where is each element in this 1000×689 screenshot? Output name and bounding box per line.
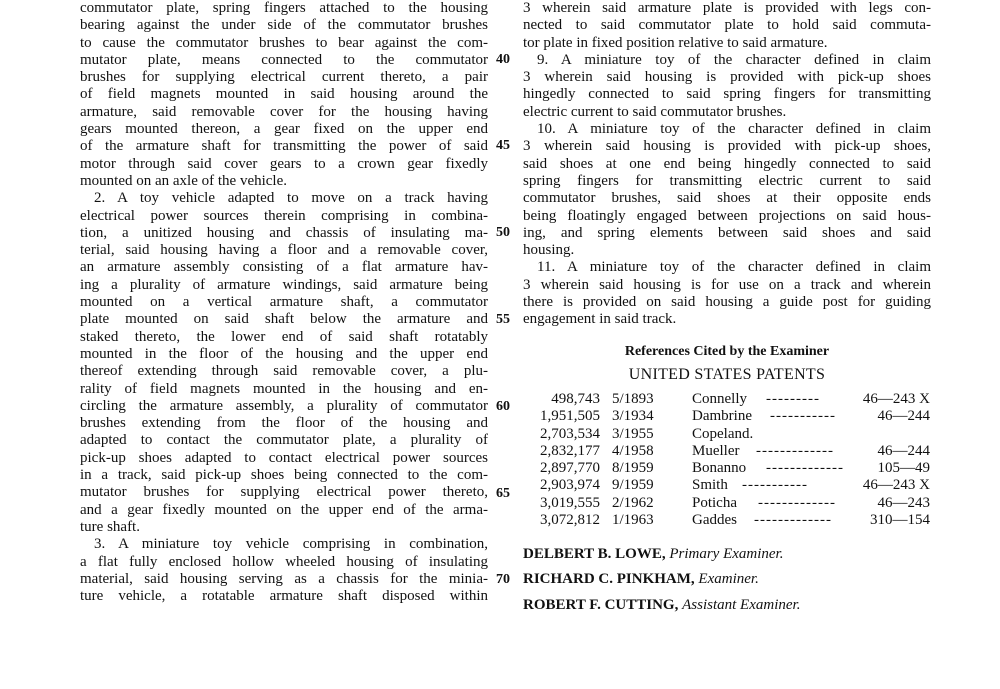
patent-name: Smith [692, 477, 728, 494]
text-line: mutator brushes for supplying electrical power thereto, [80, 484, 488, 501]
line-number: 55 [496, 312, 510, 327]
text-line: hingedly connected to said spring fingers for transmitting [523, 86, 931, 103]
text-line: ing a plurality of armature windings, said armature being [80, 276, 488, 293]
text-line: thereof extending through said removable cover, a plu- [80, 363, 488, 380]
text-line: ture vehicle, a rotatable armature shaft disposed within [80, 588, 488, 605]
patent-date: 4/1958 [612, 442, 654, 459]
text-line: engagement in said track. [523, 311, 677, 328]
text-line: 3 wherein said housing is for use on a track and wherein [523, 276, 931, 293]
text-line: 3 wherein said housing is provided with pick-up shoes, [523, 138, 931, 155]
text-line: adapted to contact the commutator plate, a plurality of [80, 432, 488, 449]
references-subheading: UNITED STATES PATENTS [628, 366, 826, 383]
leader-dots: ----------- [742, 477, 808, 494]
text-line: 2. A toy vehicle adapted to move on a track having [94, 190, 488, 207]
patent-name: Dambrine [692, 408, 752, 425]
patent-class: 46—243 X [862, 477, 930, 494]
text-line: staked thereto, the lower end of said shaft rotatably [80, 328, 488, 345]
patent-class: 46—244 [877, 442, 930, 459]
text-line: motor through said cover gears to a crown gear fixedly [80, 155, 488, 172]
line-number: 60 [496, 399, 510, 414]
text-line: pick-up shoes adapted to contact electrical power sources [80, 449, 488, 466]
patent-class: 105—49 [877, 460, 930, 477]
text-line: bearing against the under side of the commutator brushes [80, 17, 488, 34]
line-number: 45 [496, 138, 510, 153]
patent-class: 310—154 [870, 512, 930, 529]
patent-date: 8/1959 [612, 460, 654, 477]
text-line: mounted on an axle of the vehicle. [80, 172, 288, 189]
patent-name: Copeland. [692, 425, 754, 442]
text-line: 10. A miniature toy of the character defined in claim [537, 121, 931, 138]
right-column [523, 0, 931, 329]
assistant-examiner [523, 597, 800, 614]
patent-date: 9/1959 [612, 477, 654, 494]
patent-date: 2/1962 [612, 494, 654, 511]
line-number: 70 [496, 572, 510, 587]
text-line: circling the armature assembly, a plurality of commutator [80, 397, 488, 414]
patent-number: 3,072,812 [540, 512, 600, 529]
text-line: nected to said commutator plate to hold said commuta- [523, 17, 931, 34]
text-line: 3 wherein said armature plate is provided with legs con- [523, 0, 931, 16]
text-line: 11. A miniature toy of the character defined in claim [537, 259, 931, 276]
patent-class: 46—244 [877, 408, 930, 425]
text-line: commutator brushes, said shoes at their opposite ends [523, 190, 931, 207]
examiner-role: Assistant Examiner. [682, 597, 801, 613]
text-line: mounted in the floor of the housing and the upper end [80, 345, 488, 362]
patent-name: Gaddes [692, 512, 737, 529]
examiner-name: ROBERT F. CUTTING, [523, 597, 679, 613]
text-line: ing, and spring elements between said shoes and said [523, 224, 931, 241]
text-line: an armature assembly consisting of a flat armature hav- [80, 259, 488, 276]
text-line: tion, a unitized housing and chassis of insulating ma- [80, 224, 488, 241]
text-line: ture shaft. [80, 518, 140, 535]
patent-date: 1/1963 [612, 512, 654, 529]
text-line: and a gear fixedly mounted on the upper end of the arma- [80, 501, 488, 518]
patent-date: 3/1955 [612, 425, 654, 442]
text-line: 9. A miniature toy of the character defined in claim [537, 51, 931, 68]
text-line: armature, said removable cover for the housing having [80, 103, 488, 120]
primary-examiner [523, 546, 783, 563]
text-line: terial, said housing having a floor and a removable cover, [80, 242, 488, 259]
leader-dots: ------------- [754, 512, 832, 529]
text-line: plate mounted on said shaft below the armature and [80, 311, 488, 328]
examiner-name: DELBERT B. LOWE, [523, 546, 666, 562]
leader-dots: ----------- [770, 408, 836, 425]
text-line: there is provided on said housing a guide post for guiding [523, 294, 931, 311]
text-line: said shoes at one end being hingedly connected to said [523, 155, 931, 172]
text-line: brushes for supplying electrical current thereto, a pair [80, 69, 488, 86]
patent-class: 46—243 [877, 494, 930, 511]
examiner-role: Primary Examiner. [669, 546, 784, 562]
patent-name: Bonanno [692, 460, 747, 477]
leader-dots: ------------- [758, 494, 836, 511]
patent-number: 3,019,555 [540, 494, 600, 511]
patent-name: Connelly [692, 391, 747, 407]
left-column [80, 0, 488, 605]
text-line: electrical power sources therein comprising in combina- [80, 207, 488, 224]
leader-dots: --------- [766, 391, 820, 407]
examiner-role: Examiner. [698, 571, 759, 587]
text-line: brushes extending from the floor of the housing and [80, 415, 488, 432]
text-line: in a track, said pick-up shoes being connected to the com- [80, 467, 488, 484]
line-number: 65 [496, 486, 510, 501]
text-line: material, said housing serving as a chassis for the minia- [80, 570, 488, 587]
text-line: to cause the commutator brushes to bear against the com- [80, 34, 488, 51]
text-line: spring fingers for transmitting electric current to said [523, 172, 931, 189]
patent-number: 2,832,177 [540, 442, 600, 459]
text-line: rality of field magnets mounted in the housing and en- [80, 380, 488, 397]
text-line: electric current to said commutator brushes. [523, 103, 787, 120]
examiner [523, 571, 759, 588]
text-line: of the armature shaft for transmitting the power of said [80, 138, 488, 155]
patent-number: 2,703,534 [540, 425, 600, 442]
references-heading: References Cited by the Examiner [624, 344, 830, 359]
examiner-name: RICHARD C. PINKHAM, [523, 571, 695, 587]
text-line: housing. [523, 242, 575, 259]
text-line: being floatingly engaged between projections on said hous- [523, 207, 931, 224]
patent-number: 2,903,974 [540, 477, 600, 494]
text-line: tor plate in fixed position relative to said armature. [523, 34, 828, 51]
line-number: 40 [496, 52, 510, 67]
text-line: gears mounted thereon, a gear fixed on the upper end [80, 121, 488, 138]
text-line: mounted on a vertical armature shaft, a commutator [80, 294, 488, 311]
text-line: mutator plate, means connected to the commutator [80, 51, 488, 68]
text-line: 3 wherein said housing is provided with pick-up shoes [523, 69, 931, 86]
leader-dots: ------------- [756, 442, 834, 459]
patent-name: Mueller [692, 442, 740, 459]
patent-name: Poticha [692, 494, 737, 511]
patent-date: 5/1893 [612, 391, 654, 407]
text-line: 3. A miniature toy vehicle comprising in combination, [94, 536, 488, 553]
leader-dots: ------------- [766, 460, 844, 477]
patent-number: 1,951,505 [540, 408, 600, 425]
patent-class: 46—243 X [862, 391, 930, 407]
line-number: 50 [496, 225, 510, 240]
patent-number: 498,743 [551, 391, 600, 407]
text-line: of field magnets mounted in said housing around the [80, 86, 488, 103]
patent-number: 2,897,770 [540, 460, 600, 477]
text-line: a flat fully enclosed hollow wheeled housing of insulating [80, 553, 488, 570]
text-line: commutator plate, spring fingers attached to the housing [80, 0, 488, 16]
patent-date: 3/1934 [612, 408, 654, 425]
